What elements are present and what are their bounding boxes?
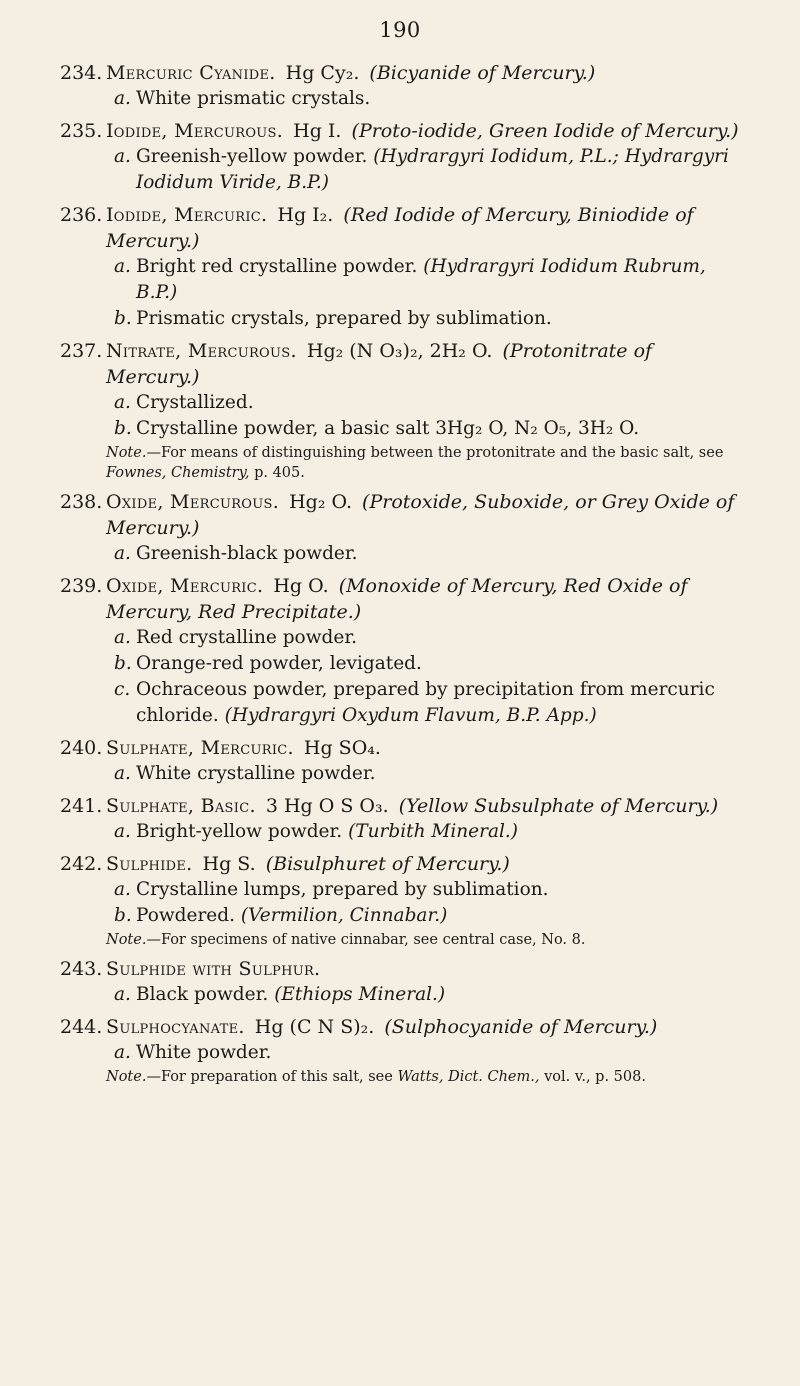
item-synonym: (Hydrargyri Oxydum Flavum, B.P. App.) bbox=[224, 705, 597, 726]
entry-number: 236. bbox=[60, 204, 103, 226]
entry-name: Sulphocyanate. bbox=[106, 1016, 245, 1038]
item-text: Greenish-black powder. bbox=[136, 543, 358, 564]
chemical-formula: Hg S. bbox=[202, 853, 256, 875]
item-text: Ochraceous powder, prepared by precipitation from mercuric chloride. bbox=[136, 679, 715, 726]
specimen-item bbox=[84, 86, 750, 112]
item-letter: b. bbox=[114, 308, 132, 329]
item-letter: a. bbox=[114, 392, 131, 413]
item-synonym: (Hydrargyri Iodidum, P.L.; Hydrargyri Iodidum Viride, B.P.) bbox=[136, 146, 729, 193]
item-text: Crystalline powder, a basic salt 3Hg₂ O, N₂ O₅, 3H₂ O. bbox=[136, 418, 640, 439]
entry-heading bbox=[60, 489, 750, 541]
synonyms: (Protonitrate of Mercury.) bbox=[106, 340, 653, 388]
item-letter: b. bbox=[114, 653, 132, 674]
entry bbox=[60, 118, 750, 196]
entry-name: Sulphide with Sulphur. bbox=[106, 958, 321, 980]
entry-name: Mercuric Cyanide. bbox=[106, 62, 276, 84]
item-letter: b. bbox=[114, 905, 132, 926]
entry-name: Sulphide. bbox=[106, 853, 193, 875]
entry-list bbox=[60, 60, 750, 1093]
item-letter: a. bbox=[114, 821, 131, 842]
page-number: 190 bbox=[379, 18, 421, 42]
specimen-item bbox=[84, 416, 750, 442]
entry-name: Iodide, Mercuric. bbox=[106, 204, 268, 226]
entry-number: 237. bbox=[60, 340, 103, 362]
synonyms: (Monoxide of Mercury, Red Oxide of Mercury, Red Precipitate.) bbox=[106, 575, 688, 623]
item-letter: c. bbox=[114, 679, 131, 700]
entry bbox=[60, 338, 750, 483]
chemical-formula: Hg I₂. bbox=[277, 204, 334, 226]
chemical-formula: Hg₂ (N O₃)₂, 2H₂ O. bbox=[306, 340, 493, 362]
entry bbox=[60, 489, 750, 567]
item-letter: a. bbox=[114, 1042, 131, 1063]
entry-name: Oxide, Mercurous. bbox=[106, 491, 280, 513]
item-letter: a. bbox=[114, 879, 131, 900]
entry bbox=[60, 851, 750, 950]
item-text: Powdered. bbox=[136, 905, 235, 926]
synonyms: (Sulphocyanide of Mercury.) bbox=[384, 1016, 658, 1038]
entry bbox=[60, 793, 750, 845]
synonyms: (Bicyanide of Mercury.) bbox=[369, 62, 596, 84]
note-citation: Fownes, Chemistry, bbox=[106, 465, 250, 481]
entry bbox=[60, 1014, 750, 1087]
chemical-formula: Hg (C N S)₂. bbox=[254, 1016, 375, 1038]
entry-heading bbox=[60, 956, 750, 982]
item-text: Bright-yellow powder. bbox=[136, 821, 343, 842]
chemical-formula: Hg O. bbox=[273, 575, 329, 597]
specimen-item bbox=[84, 877, 750, 903]
item-letter: b. bbox=[114, 418, 132, 439]
entry-heading bbox=[60, 202, 750, 254]
entry-number: 234. bbox=[60, 62, 103, 84]
synonyms: (Red Iodide of Mercury, Biniodide of Mercury.) bbox=[106, 204, 694, 252]
entry-heading bbox=[60, 60, 750, 86]
item-letter: a. bbox=[114, 763, 131, 784]
item-text: White crystalline powder. bbox=[136, 763, 376, 784]
specimen-item bbox=[84, 651, 750, 677]
note-label: Note. bbox=[106, 1069, 147, 1085]
entry-number: 242. bbox=[60, 853, 103, 875]
entry-heading bbox=[60, 338, 750, 390]
chemical-formula: Hg Cy₂. bbox=[285, 62, 360, 84]
entry-number: 243. bbox=[60, 958, 103, 980]
item-synonym: (Turbith Mineral.) bbox=[348, 821, 518, 842]
entry-name: Sulphate, Basic. bbox=[106, 795, 256, 817]
entry-name: Iodide, Mercurous. bbox=[106, 120, 284, 142]
note-label: Note. bbox=[106, 445, 147, 461]
chemical-formula: Hg I. bbox=[293, 120, 342, 142]
specimen-item bbox=[84, 541, 750, 567]
note-text: —For preparation of this salt, see bbox=[146, 1069, 393, 1085]
chemical-formula: Hg₂ O. bbox=[289, 491, 352, 513]
entry-heading bbox=[60, 118, 750, 144]
entry-heading bbox=[60, 573, 750, 625]
item-text: Greenish-yellow powder. bbox=[136, 146, 368, 167]
specimen-item bbox=[84, 761, 750, 787]
item-text: Crystallized. bbox=[136, 392, 254, 413]
item-text: Orange-red powder, levigated. bbox=[136, 653, 422, 674]
chemical-formula: 3 Hg O S O₃. bbox=[265, 795, 389, 817]
entry-heading bbox=[60, 851, 750, 877]
entry-number: 235. bbox=[60, 120, 103, 142]
item-text: Black powder. bbox=[136, 984, 269, 1005]
specimen-item bbox=[84, 819, 750, 845]
item-letter: a. bbox=[114, 146, 131, 167]
specimen-item bbox=[84, 254, 750, 306]
specimen-item bbox=[84, 306, 750, 332]
note-tail: vol. v., p. 508. bbox=[544, 1069, 646, 1085]
synonyms: (Proto-iodide, Green Iodide of Mercury.) bbox=[351, 120, 739, 142]
entry-name: Sulphate, Mercuric. bbox=[106, 737, 294, 759]
note-text: —For specimens of native cinnabar, see central case, No. 8. bbox=[146, 932, 586, 948]
specimen-item bbox=[84, 625, 750, 651]
item-letter: a. bbox=[114, 984, 131, 1005]
entry-number: 240. bbox=[60, 737, 103, 759]
note-text: —For means of distinguishing between the protonitrate and the basic salt, see bbox=[146, 445, 724, 461]
entry-heading bbox=[60, 793, 750, 819]
note-label: Note. bbox=[106, 932, 147, 948]
entry bbox=[60, 60, 750, 112]
item-text: Bright red crystalline powder. bbox=[136, 256, 418, 277]
note-tail: p. 405. bbox=[254, 465, 305, 481]
entry-number: 244. bbox=[60, 1016, 103, 1038]
item-letter: a. bbox=[114, 543, 131, 564]
item-letter: a. bbox=[114, 256, 131, 277]
entry-number: 239. bbox=[60, 575, 103, 597]
entry-name: Oxide, Mercuric. bbox=[106, 575, 264, 597]
specimen-item bbox=[84, 1040, 750, 1066]
synonyms: (Bisulphuret of Mercury.) bbox=[265, 853, 510, 875]
item-text: Red crystalline powder. bbox=[136, 627, 358, 648]
specimen-item bbox=[84, 677, 750, 729]
item-text: White prismatic crystals. bbox=[136, 88, 371, 109]
item-letter: a. bbox=[114, 627, 131, 648]
entry bbox=[60, 735, 750, 787]
entry-number: 238. bbox=[60, 491, 103, 513]
specimen-item bbox=[84, 390, 750, 416]
item-synonym: (Vermilion, Cinnabar.) bbox=[240, 905, 448, 926]
entry-number: 241. bbox=[60, 795, 103, 817]
entry bbox=[60, 956, 750, 1008]
item-text: Crystalline lumps, prepared by sublimation. bbox=[136, 879, 549, 900]
specimen-item bbox=[84, 982, 750, 1008]
entry-heading bbox=[60, 735, 750, 761]
specimen-item bbox=[84, 144, 750, 196]
item-text: White powder. bbox=[136, 1042, 272, 1063]
synonyms: (Yellow Subsulphate of Mercury.) bbox=[398, 795, 719, 817]
item-synonym: (Hydrargyri Iodidum Rubrum, B.P.) bbox=[136, 256, 706, 303]
item-letter: a. bbox=[114, 88, 131, 109]
entry-name: Nitrate, Mercurous. bbox=[106, 340, 297, 362]
entry-note bbox=[106, 1067, 750, 1087]
specimen-item bbox=[84, 903, 750, 929]
synonyms: (Protoxide, Suboxide, or Grey Oxide of Mercury.) bbox=[106, 491, 735, 539]
item-synonym: (Ethiops Mineral.) bbox=[274, 984, 446, 1005]
entry bbox=[60, 573, 750, 729]
note-citation: Watts, Dict. Chem., bbox=[397, 1069, 540, 1085]
chemical-formula: Hg SO₄. bbox=[303, 737, 381, 759]
entry-note bbox=[106, 443, 750, 483]
item-text: Prismatic crystals, prepared by sublimation. bbox=[136, 308, 552, 329]
entry-heading bbox=[60, 1014, 750, 1040]
entry bbox=[60, 202, 750, 332]
entry-note bbox=[106, 930, 750, 950]
